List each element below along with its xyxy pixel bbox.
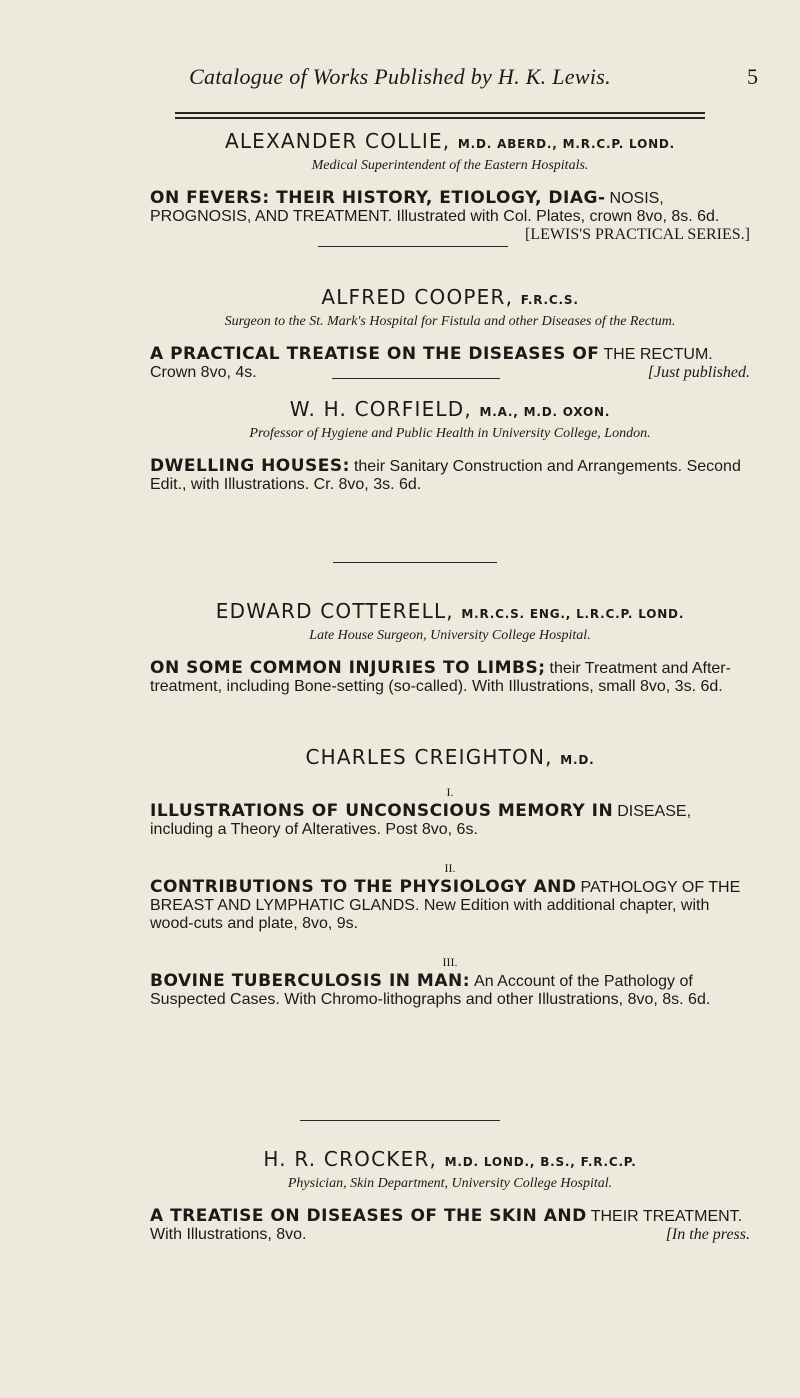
- work-description: THE RECTUM. Crown 8vo, 4s.: [150, 346, 713, 381]
- author-line: [150, 130, 750, 155]
- author-credentials: M.D.: [560, 753, 595, 767]
- work-description: THEIR TREATMENT. With Illustrations, 8vo.: [150, 1208, 743, 1243]
- work-title: ILLUSTRATIONS OF UNCONSCIOUS MEMORY IN: [150, 801, 614, 821]
- entry-separator: [333, 562, 497, 563]
- author-position: Physician, Skin Department, University College Hospital.: [287, 1176, 613, 1191]
- author-name: ALFRED COOPER,: [321, 285, 514, 309]
- work-description: An Account of the Pathology of Suspected Cases. With Chromo-lithographs and other Illustrations, 8vo, 8s. 6d.: [150, 973, 711, 1008]
- author-credentials: M.A., M.D. OXON.: [479, 405, 611, 419]
- entry-separator: [318, 246, 508, 247]
- work-listing: [150, 457, 750, 494]
- author-line: [150, 600, 750, 625]
- work-description: NOSIS, PROGNOSIS, AND TREATMENT. Illustrated with Col. Plates, crown 8vo, 8s. 6d.: [150, 190, 720, 225]
- header-rule-bottom: [175, 117, 705, 119]
- work-listing: [150, 1207, 750, 1244]
- author-name: H. R. CROCKER,: [263, 1147, 438, 1171]
- author-position: Surgeon to the St. Mark's Hospital for Fistula and other Diseases of the Rectum.: [224, 314, 676, 329]
- work-numeral: III.: [442, 955, 458, 969]
- author-name: CHARLES CREIGHTON,: [305, 745, 553, 769]
- header-rule-top: [175, 112, 705, 114]
- work-numeral: I.: [446, 785, 454, 799]
- author-credentials: F.R.C.S.: [520, 293, 579, 307]
- page-number: 5: [747, 64, 758, 89]
- entry-crocker: [150, 1148, 750, 1244]
- author-line: [150, 286, 750, 311]
- work-listing: [150, 345, 750, 382]
- series-note: [LEWIS'S PRACTICAL SERIES.]: [525, 226, 750, 243]
- work-title: BOVINE TUBERCULOSIS IN MAN:: [150, 971, 471, 991]
- work-description: PATHOLOGY OF THE BREAST AND LYMPHATIC GLANDS. New Edition with additional chapter, with wood-cuts and plate, 8vo, 9s.: [150, 879, 741, 932]
- running-head: [0, 64, 800, 100]
- entry-cotterell: [150, 600, 750, 696]
- author-position: Professor of Hygiene and Public Health in University College, London.: [249, 426, 651, 441]
- author-credentials: M.D. ABERD., M.R.C.P. LOND.: [457, 137, 676, 151]
- work-listing: [150, 878, 750, 933]
- work-title: CONTRIBUTIONS TO THE PHYSIOLOGY AND: [150, 877, 577, 897]
- entry-corfield: [150, 398, 750, 494]
- author-credentials: M.D. LOND., B.S., F.R.C.P.: [444, 1155, 637, 1169]
- work-description: their Sanitary Construction and Arrangements. Second Edit., with Illustrations. Cr. 8vo, 3s. 6d.: [150, 458, 741, 493]
- author-line: [150, 398, 750, 423]
- work-description: their Treatment and After-treatment, including Bone-setting (so-called). With Illustrations, small 8vo, 3s. 6d.: [150, 660, 731, 695]
- publication-note: [In the press.: [665, 1226, 750, 1243]
- entry-separator: [300, 1120, 500, 1121]
- work-title: A TREATISE ON DISEASES OF THE SKIN AND: [150, 1206, 587, 1226]
- author-position: Late House Surgeon, University College Hospital.: [309, 628, 591, 643]
- work-listing: [150, 802, 750, 839]
- work-title: ON SOME COMMON INJURIES TO LIMBS;: [150, 658, 546, 678]
- work-title: ON FEVERS: THEIR HISTORY, ETIOLOGY, DIAG-: [150, 188, 606, 208]
- author-line: [150, 1148, 750, 1173]
- author-credentials: M.R.C.S. ENG., L.R.C.P. LOND.: [461, 607, 685, 621]
- work-listing: [150, 659, 750, 696]
- entry-cooper: [150, 286, 750, 382]
- work-numeral: II.: [444, 861, 456, 875]
- publication-note: [Just published.: [647, 364, 750, 381]
- work-listing: [150, 972, 750, 1009]
- author-name: EDWARD COTTERELL,: [215, 599, 454, 623]
- work-description: DISEASE, including a Theory of Alteratives. Post 8vo, 6s.: [150, 803, 692, 838]
- author-position: Medical Superintendent of the Eastern Hospitals.: [311, 158, 589, 173]
- author-name: W. H. CORFIELD,: [289, 397, 472, 421]
- work-listing: [150, 188, 750, 243]
- running-title: Catalogue of Works Published by H. K. Lewis.: [189, 64, 611, 89]
- entry-separator: [332, 378, 500, 379]
- entry-creighton: [150, 746, 750, 1009]
- work-title: DWELLING HOUSES:: [150, 456, 350, 476]
- author-name: ALEXANDER COLLIE,: [224, 129, 451, 153]
- entry-collie: [150, 130, 750, 244]
- work-title: A PRACTICAL TREATISE ON THE DISEASES OF: [150, 344, 600, 364]
- author-line: [150, 746, 750, 771]
